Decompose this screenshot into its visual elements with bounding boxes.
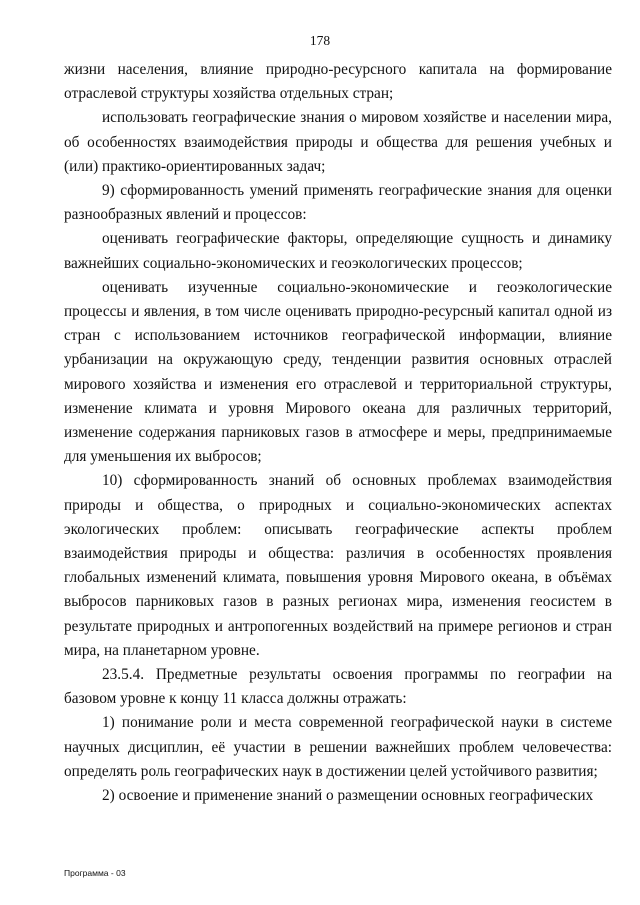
paragraph: 2) освоение и применение знаний о размещении основных географических [102, 787, 594, 805]
paragraph: жизни населения, влияние природно-ресурсного капитала на формирование отраслевой структуры хозяйства отдельных стран; [64, 61, 612, 103]
paragraph: 9) сформированность умений применять географические знания для оценки разнообразных явлений и процессов: [64, 182, 612, 224]
footer-label: Программа - 03 [64, 868, 126, 878]
paragraph: 10) сформированность знаний об основных проблемах взаимодействия природы и общества, о природных и социально-экономических аспектах экологических проблем: описывать географические аспекты проблем взаимодействия природы и общества: различия в особенностях проявления глобальных изменений климата, повышения уровня Мирового океана, в объёмах выбросов парниковых газов в разных регионах мира, изменения геосистем в результате природных и антропогенных воздействий на примере регионов и стран мира, на планетарном уровне. [64, 472, 612, 659]
page-number: 178 [309, 33, 331, 48]
paragraph: оценивать изученные социально-экономические и геоэкологические процессы и явления, в том числе оценивать природно-ресурсный капитал одной из стран с использованием источников географической информации, влияние урбанизации на окружающую среду, тенденции развития основных отраслей мирового хозяйства и изменения его отраслевой и территориальной структуры, изменение климата и уровня Мирового океана для различных территорий, изменение содержания парниковых газов в атмосфере и меры, предпринимаемые для уменьшения их выбросов; [64, 278, 612, 466]
body-text [64, 58, 612, 808]
paragraph: 1) понимание роли и места современной географической науки в системе научных дисциплин, её участии в решении важнейших проблем человечества: определять роль географических наук в достижении целей устойчивого развития; [64, 714, 612, 780]
paragraph: использовать географические знания о мировом хозяйстве и населении мира, об особенностях взаимодействия природы и общества для решения учебных и (или) практико-ориентированных задач; [64, 109, 612, 175]
paragraph: 23.5.4. Предметные результаты освоения программы по географии на базовом уровне к концу 11 класса должны отражать: [64, 666, 612, 708]
paragraph: оценивать географические факторы, определяющие сущность и динамику важнейших социально-экономических и геоэкологических процессов; [64, 230, 612, 272]
